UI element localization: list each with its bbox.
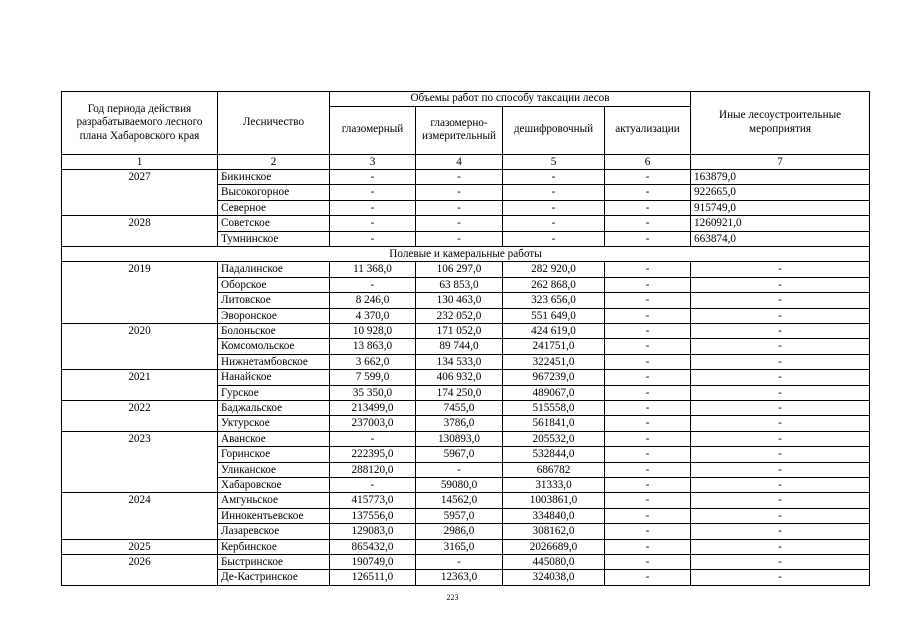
decoding-cell: 324038,0 (503, 570, 605, 585)
table-row (62, 293, 870, 308)
update-cell: - (605, 262, 691, 277)
update-cell: - (605, 508, 691, 523)
other-cell: - (691, 555, 870, 570)
header-eye-measure: глазомерно-измерительный (416, 106, 503, 154)
year-cell: 2023 (62, 431, 218, 446)
eye-measure-cell: 3165,0 (416, 539, 503, 554)
header-update: актуализации (605, 106, 691, 154)
other-cell: - (691, 385, 870, 400)
update-cell: - (605, 169, 691, 184)
year-cell (62, 308, 218, 323)
other-cell: - (691, 416, 870, 431)
table-row (62, 401, 870, 416)
forestry-cell: Эворонское (218, 308, 330, 323)
eye-measure-cell: - (416, 185, 503, 200)
update-cell: - (605, 216, 691, 231)
eye-measure-cell: 7455,0 (416, 401, 503, 416)
decoding-cell: 334840,0 (503, 508, 605, 523)
table-row (62, 200, 870, 215)
year-cell: 2020 (62, 323, 218, 338)
update-cell: - (605, 431, 691, 446)
other-cell: 1260921,0 (691, 216, 870, 231)
update-cell: - (605, 447, 691, 462)
update-cell: - (605, 462, 691, 477)
forestry-cell: Литовское (218, 293, 330, 308)
update-cell: - (605, 200, 691, 215)
table-row (62, 308, 870, 323)
update-cell: - (605, 555, 691, 570)
year-cell: 2021 (62, 370, 218, 385)
update-cell: - (605, 401, 691, 416)
forestry-cell: Лазаревское (218, 524, 330, 539)
update-cell: - (605, 277, 691, 292)
forestry-cell: Нанайское (218, 370, 330, 385)
other-cell: - (691, 401, 870, 416)
other-cell: - (691, 262, 870, 277)
decoding-cell: - (503, 200, 605, 215)
forestry-cell: Иннокентьевское (218, 508, 330, 523)
update-cell: - (605, 293, 691, 308)
decoding-cell: - (503, 169, 605, 184)
table-row (62, 231, 870, 246)
column-number: 1 (62, 154, 218, 169)
decoding-cell: 262 868,0 (503, 277, 605, 292)
decoding-cell: 282 920,0 (503, 262, 605, 277)
update-cell: - (605, 185, 691, 200)
other-cell: - (691, 354, 870, 369)
decoding-cell: 1003861,0 (503, 493, 605, 508)
eye-measure-cell: - (416, 169, 503, 184)
table-row (62, 508, 870, 523)
year-cell (62, 447, 218, 462)
decoding-cell: 308162,0 (503, 524, 605, 539)
update-cell: - (605, 539, 691, 554)
header-group: Объемы работ по способу таксации лесов (330, 92, 691, 107)
other-cell: - (691, 447, 870, 462)
update-cell: - (605, 570, 691, 585)
table-row (62, 385, 870, 400)
header-year: Год периода действия разрабатываемого лесного плана Хабаровского края (62, 92, 218, 155)
year-cell (62, 508, 218, 523)
forestry-cell: Амгуньское (218, 493, 330, 508)
eye-measure-cell: 14562,0 (416, 493, 503, 508)
forestry-cell: Кербинское (218, 539, 330, 554)
eye-cell: 237003,0 (330, 416, 416, 431)
update-cell: - (605, 478, 691, 493)
year-cell (62, 293, 218, 308)
eye-cell: - (330, 216, 416, 231)
forestry-cell: Падалинское (218, 262, 330, 277)
forestry-cell: Болоньское (218, 323, 330, 338)
eye-cell: - (330, 478, 416, 493)
year-cell: 2028 (62, 216, 218, 231)
year-cell: 2026 (62, 555, 218, 570)
other-cell: - (691, 493, 870, 508)
decoding-cell: - (503, 231, 605, 246)
eye-cell: - (330, 200, 416, 215)
decoding-cell: 323 656,0 (503, 293, 605, 308)
forestry-cell: Баджальское (218, 401, 330, 416)
forestry-cell: Гурское (218, 385, 330, 400)
decoding-cell: 515558,0 (503, 401, 605, 416)
table-row (62, 524, 870, 539)
update-cell: - (605, 385, 691, 400)
column-number-row (62, 154, 870, 169)
eye-cell: 8 246,0 (330, 293, 416, 308)
forestry-cell: Уктурское (218, 416, 330, 431)
other-cell: - (691, 462, 870, 477)
eye-measure-cell: 130 463,0 (416, 293, 503, 308)
forestry-cell: Советское (218, 216, 330, 231)
other-cell: - (691, 570, 870, 585)
update-cell: - (605, 339, 691, 354)
eye-cell: 35 350,0 (330, 385, 416, 400)
eye-measure-cell: 2986,0 (416, 524, 503, 539)
forestry-cell: Северное (218, 200, 330, 215)
decoding-cell: 551 649,0 (503, 308, 605, 323)
decoding-cell: - (503, 216, 605, 231)
table-row (62, 354, 870, 369)
eye-measure-cell: - (416, 216, 503, 231)
update-cell: - (605, 323, 691, 338)
year-cell (62, 524, 218, 539)
decoding-cell: 2026689,0 (503, 539, 605, 554)
decoding-cell: - (503, 185, 605, 200)
eye-measure-cell: 3786,0 (416, 416, 503, 431)
year-cell (62, 200, 218, 215)
column-number: 7 (691, 154, 870, 169)
column-number: 3 (330, 154, 416, 169)
table-row (62, 262, 870, 277)
decoding-cell: 445080,0 (503, 555, 605, 570)
other-cell: 915749,0 (691, 200, 870, 215)
other-cell: - (691, 524, 870, 539)
forestry-cell: Оборское (218, 277, 330, 292)
eye-measure-cell: 89 744,0 (416, 339, 503, 354)
eye-cell: - (330, 185, 416, 200)
eye-measure-cell: - (416, 555, 503, 570)
table-row (62, 539, 870, 554)
year-cell (62, 416, 218, 431)
forestry-cell: Уликанское (218, 462, 330, 477)
decoding-cell: 205532,0 (503, 431, 605, 446)
table-row (62, 323, 870, 338)
eye-cell: 288120,0 (330, 462, 416, 477)
decoding-cell: 31333,0 (503, 478, 605, 493)
eye-measure-cell: 12363,0 (416, 570, 503, 585)
eye-measure-cell: 406 932,0 (416, 370, 503, 385)
forest-works-table (61, 91, 870, 586)
eye-cell: 126511,0 (330, 570, 416, 585)
other-cell: - (691, 339, 870, 354)
year-cell (62, 462, 218, 477)
eye-cell: 4 370,0 (330, 308, 416, 323)
other-cell: - (691, 323, 870, 338)
eye-measure-cell: 232 052,0 (416, 308, 503, 323)
eye-cell: 3 662,0 (330, 354, 416, 369)
eye-measure-cell: - (416, 231, 503, 246)
eye-cell: 11 368,0 (330, 262, 416, 277)
forestry-cell: Комсомольское (218, 339, 330, 354)
forestry-cell: Высокогорное (218, 185, 330, 200)
year-cell (62, 185, 218, 200)
column-number: 2 (218, 154, 330, 169)
decoding-cell: 561841,0 (503, 416, 605, 431)
update-cell: - (605, 354, 691, 369)
forestry-cell: Де-Кастринское (218, 570, 330, 585)
year-cell (62, 277, 218, 292)
table-row (62, 431, 870, 446)
other-cell: - (691, 431, 870, 446)
column-number: 5 (503, 154, 605, 169)
year-cell: 2024 (62, 493, 218, 508)
table-row (62, 216, 870, 231)
other-cell: - (691, 539, 870, 554)
eye-cell: 137556,0 (330, 508, 416, 523)
update-cell: - (605, 524, 691, 539)
eye-cell: 7 599,0 (330, 370, 416, 385)
table-row (62, 462, 870, 477)
eye-measure-cell: 63 853,0 (416, 277, 503, 292)
table-row (62, 339, 870, 354)
eye-cell: 129083,0 (330, 524, 416, 539)
header-forestry: Лесничество (218, 92, 330, 155)
table-row (62, 447, 870, 462)
page-number: 223 (446, 593, 459, 602)
update-cell: - (605, 231, 691, 246)
forestry-cell: Хабаровское (218, 478, 330, 493)
other-cell: - (691, 308, 870, 323)
decoding-cell: 241751,0 (503, 339, 605, 354)
eye-measure-cell: 106 297,0 (416, 262, 503, 277)
eye-measure-cell: 171 052,0 (416, 323, 503, 338)
decoding-cell: 967239,0 (503, 370, 605, 385)
table-row (62, 478, 870, 493)
other-cell: - (691, 293, 870, 308)
header-row-1 (62, 92, 870, 107)
eye-cell: 13 863,0 (330, 339, 416, 354)
decoding-cell: 322451,0 (503, 354, 605, 369)
table-row (62, 570, 870, 585)
year-cell: 2022 (62, 401, 218, 416)
column-number: 4 (416, 154, 503, 169)
column-number: 6 (605, 154, 691, 169)
year-cell: 2025 (62, 539, 218, 554)
eye-cell: 213499,0 (330, 401, 416, 416)
forestry-cell: Горинское (218, 447, 330, 462)
eye-cell: - (330, 277, 416, 292)
decoding-cell: 686782 (503, 462, 605, 477)
year-cell (62, 478, 218, 493)
section-row (62, 246, 870, 261)
eye-measure-cell: - (416, 200, 503, 215)
forestry-cell: Быстринское (218, 555, 330, 570)
other-cell: - (691, 277, 870, 292)
eye-cell: 190749,0 (330, 555, 416, 570)
decoding-cell: 489067,0 (503, 385, 605, 400)
eye-cell: 415773,0 (330, 493, 416, 508)
table-row (62, 416, 870, 431)
eye-measure-cell: 5967,0 (416, 447, 503, 462)
table-row (62, 169, 870, 184)
table-row (62, 370, 870, 385)
eye-cell: 10 928,0 (330, 323, 416, 338)
table-row (62, 277, 870, 292)
eye-measure-cell: 174 250,0 (416, 385, 503, 400)
header-decoding: дешифровочный (503, 106, 605, 154)
other-cell: 922665,0 (691, 185, 870, 200)
other-cell: - (691, 370, 870, 385)
year-cell: 2019 (62, 262, 218, 277)
eye-cell: - (330, 169, 416, 184)
other-cell: 663874,0 (691, 231, 870, 246)
eye-cell: - (330, 231, 416, 246)
year-cell (62, 570, 218, 585)
update-cell: - (605, 308, 691, 323)
header-other: Иные лесоустроительные мероприятия (691, 92, 870, 155)
eye-cell: - (330, 431, 416, 446)
other-cell: 163879,0 (691, 169, 870, 184)
eye-cell: 865432,0 (330, 539, 416, 554)
table-row (62, 493, 870, 508)
eye-cell: 222395,0 (330, 447, 416, 462)
decoding-cell: 532844,0 (503, 447, 605, 462)
table-row (62, 185, 870, 200)
eye-measure-cell: 59080,0 (416, 478, 503, 493)
forestry-cell: Аванское (218, 431, 330, 446)
update-cell: - (605, 370, 691, 385)
eye-measure-cell: - (416, 462, 503, 477)
other-cell: - (691, 508, 870, 523)
update-cell: - (605, 416, 691, 431)
forestry-cell: Бикинское (218, 169, 330, 184)
other-cell: - (691, 478, 870, 493)
forestry-cell: Тумнинское (218, 231, 330, 246)
update-cell: - (605, 493, 691, 508)
year-cell (62, 339, 218, 354)
header-eye: глазомерный (330, 106, 416, 154)
eye-measure-cell: 130893,0 (416, 431, 503, 446)
eye-measure-cell: 134 533,0 (416, 354, 503, 369)
table-row (62, 555, 870, 570)
decoding-cell: 424 619,0 (503, 323, 605, 338)
eye-measure-cell: 5957,0 (416, 508, 503, 523)
year-cell (62, 354, 218, 369)
section-title: Полевые и камеральные работы (62, 246, 870, 261)
year-cell (62, 231, 218, 246)
year-cell: 2027 (62, 169, 218, 184)
forestry-cell: Нижнетамбовское (218, 354, 330, 369)
year-cell (62, 385, 218, 400)
